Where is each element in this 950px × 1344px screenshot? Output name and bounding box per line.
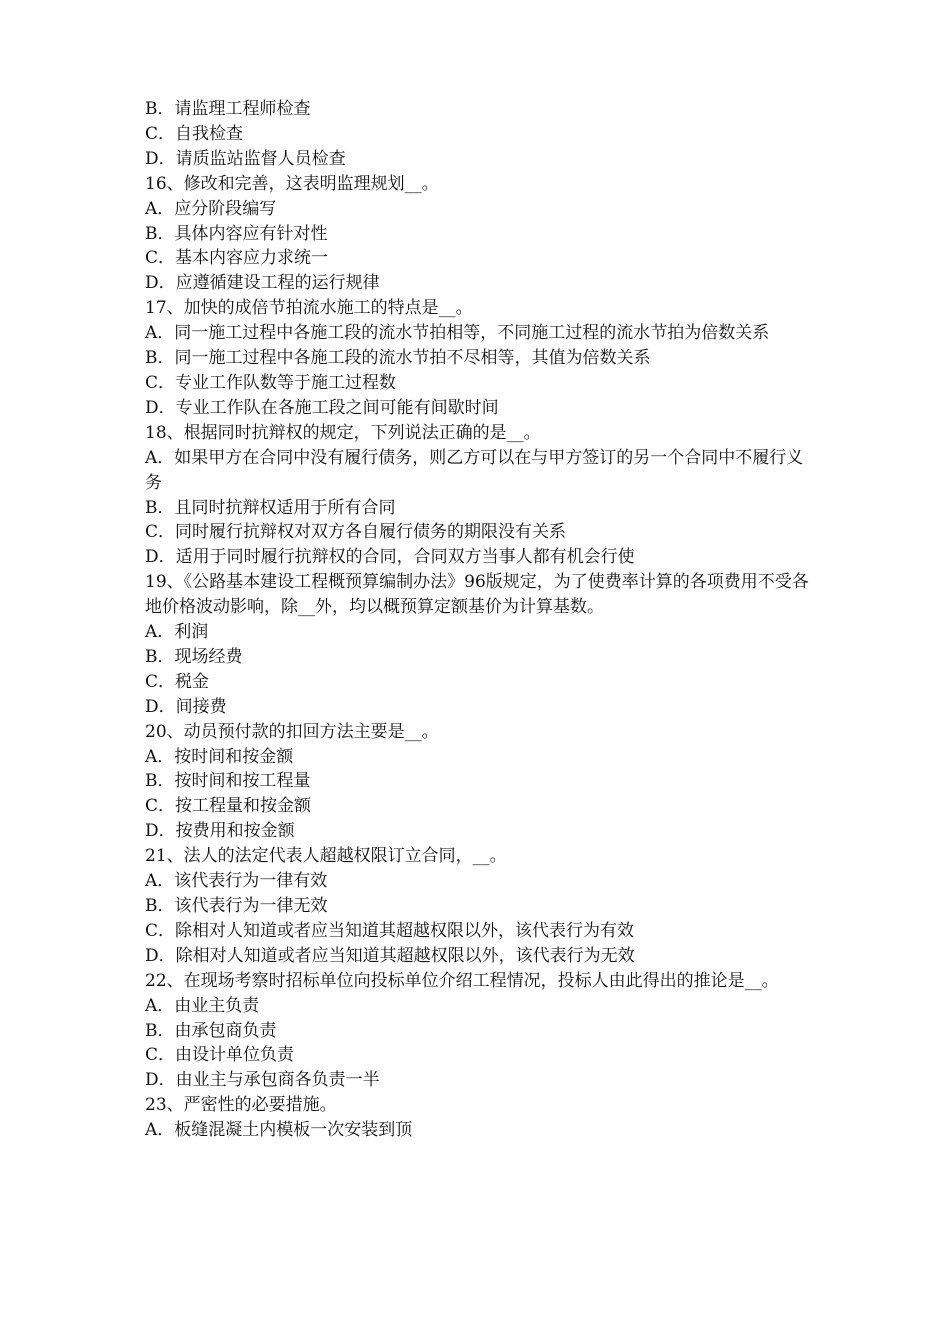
option-line: A．由业主负责 <box>145 995 260 1016</box>
option-line: C．基本内容应力求统一 <box>145 248 329 269</box>
option-line: B．且同时抗辩权适用于所有合同 <box>145 497 396 518</box>
question-line: 22、在现场考察时招标单位向投标单位介绍工程情况，投标人由此得出的推论是__。 <box>145 970 779 991</box>
option-line: B．由承包商负责 <box>145 1020 277 1041</box>
question-line: 18、根据同时抗辩权的规定，下列说法正确的是__。 <box>145 422 541 443</box>
option-line: D．应遵循建设工程的运行规律 <box>145 273 380 294</box>
option-line: C．由设计单位负责 <box>145 1045 295 1066</box>
question-line: 19、《公路基本建设工程概预算编制办法》96版规定，为了使费率计算的各项费用不受各地价格波动影响，除__外，均以概预算定额基价为计算基数。 <box>145 572 809 618</box>
option-line: B．现场经费 <box>145 646 243 667</box>
document-page <box>145 97 813 1143</box>
question-line: 21、法人的法定代表人超越权限订立合同，__。 <box>145 846 507 867</box>
question-line: 20、动员预付款的扣回方法主要是__。 <box>145 721 439 742</box>
option-line: A．同一施工过程中各施工段的流水节拍相等，不同施工过程的流水节拍为倍数关系 <box>145 323 770 344</box>
option-line: D．除相对人知道或者应当知道其超越权限以外，该代表行为无效 <box>145 945 635 966</box>
option-line: B．同一施工过程中各施工段的流水节拍不尽相等，其值为倍数关系 <box>145 348 651 369</box>
option-line: B．该代表行为一律无效 <box>145 896 328 916</box>
question-line: 16、修改和完善，这表明监理规划__。 <box>145 173 439 194</box>
question-line: 23、严密性的必要措施。 <box>145 1095 337 1116</box>
option-line: D．由业主与承包商各负责一半 <box>145 1070 380 1091</box>
option-line: C．专业工作队数等于施工过程数 <box>145 372 397 393</box>
option-line: A．利润 <box>145 622 209 643</box>
option-line: C．同时履行抗辩权对双方各自履行债务的期限没有关系 <box>145 522 567 543</box>
option-line: A．该代表行为一律有效 <box>145 871 328 892</box>
option-line: B．请监理工程师检查 <box>145 99 311 119</box>
option-line: D．间接费 <box>145 696 227 717</box>
option-line: C．税金 <box>145 671 210 692</box>
option-line: D．专业工作队在各施工段之间可能有间歇时间 <box>145 397 499 418</box>
option-line: D．按费用和按金额 <box>145 821 295 842</box>
option-line: B．按时间和按工程量 <box>145 771 311 792</box>
question-line: 17、加快的成倍节拍流水施工的特点是__。 <box>145 298 473 319</box>
option-line: D．适用于同时履行抗辩权的合同，合同双方当事人都有机会行使 <box>145 547 635 568</box>
option-line: C．自我检查 <box>145 123 244 144</box>
option-line: C．除相对人知道或者应当知道其超越权限以外，该代表行为有效 <box>145 920 635 941</box>
option-line: B．具体内容应有针对性 <box>145 223 328 244</box>
option-line: A．应分阶段编写 <box>145 198 277 219</box>
option-line: A．按时间和按金额 <box>145 746 294 767</box>
option-line: A．板缝混凝土内模板一次安装到顶 <box>145 1120 413 1141</box>
option-line: D．请质监站监督人员检查 <box>145 148 346 169</box>
option-line: A．如果甲方在合同中没有履行债务，则乙方可以在与甲方签订的另一个合同中不履行义务 <box>145 447 804 493</box>
option-line: C．按工程量和按金额 <box>145 796 312 817</box>
